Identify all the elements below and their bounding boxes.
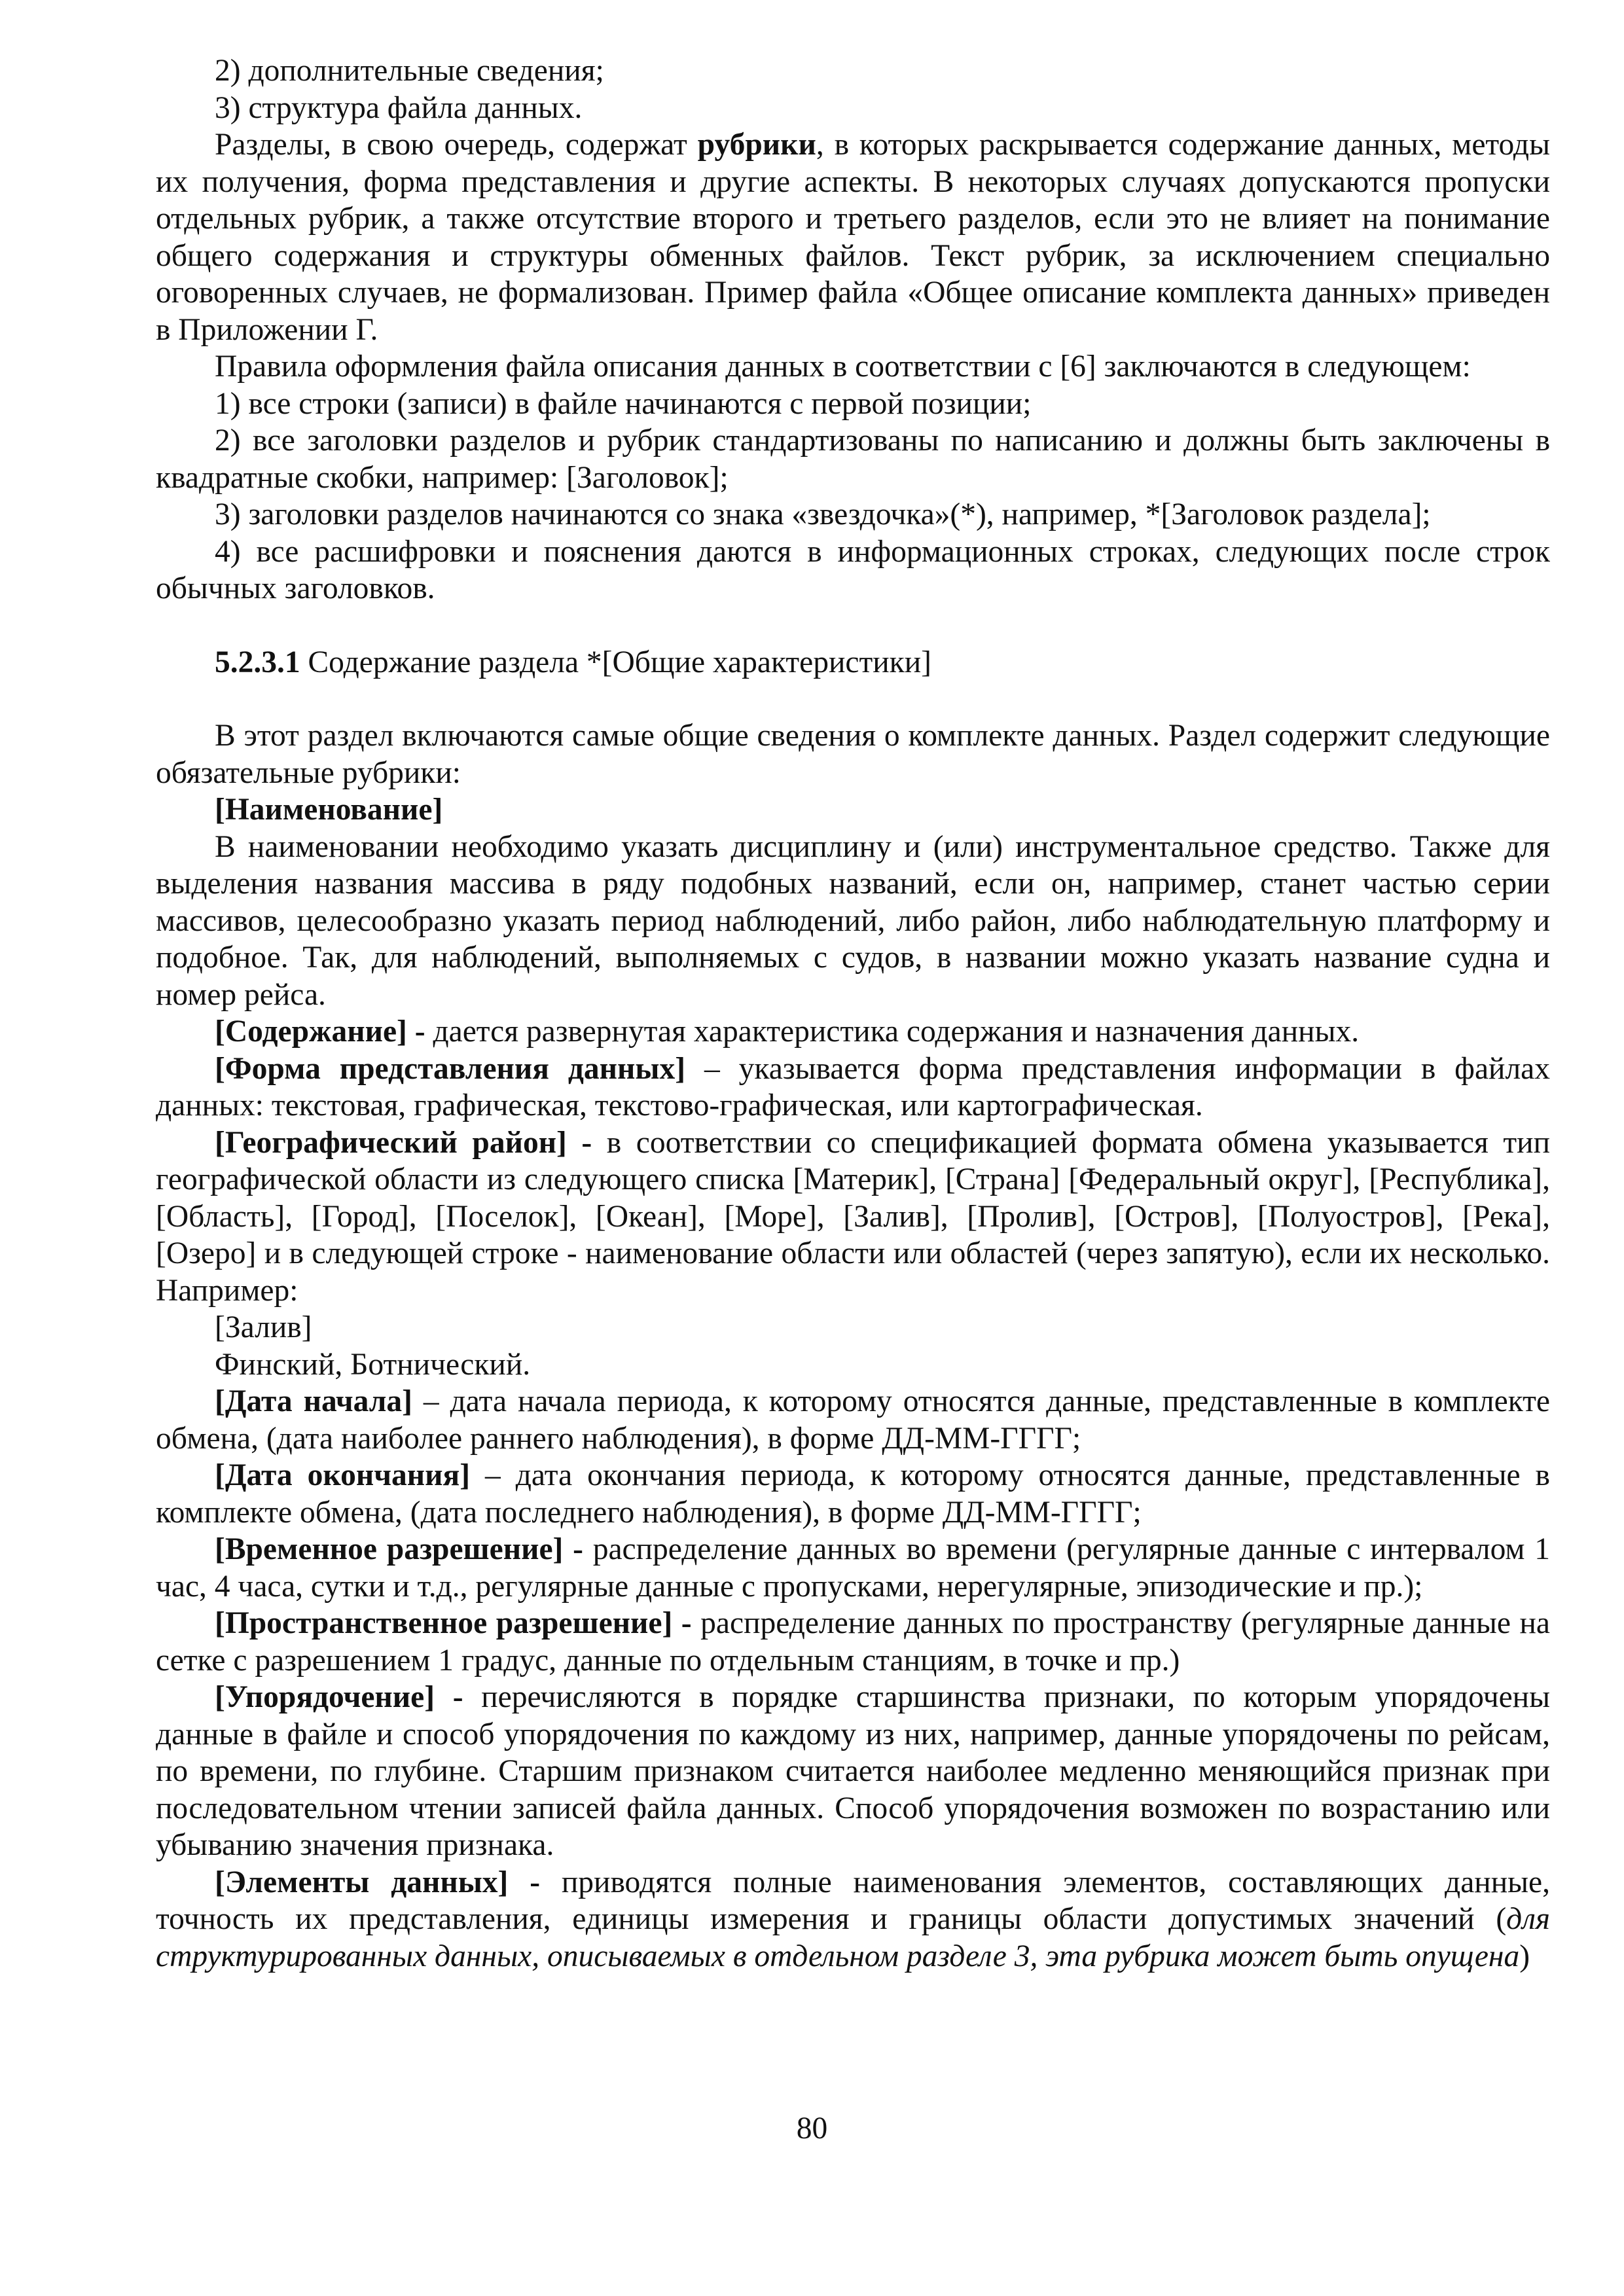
rule-item-4: 4) все расшифровки и пояснения даются в информационных строках, следующих после строк обычных заголовков. (156, 534, 1550, 605)
page-body (156, 52, 1550, 1975)
rubric-space-resolution: [Пространственное разрешение] - распределение данных по пространству (регулярные данные на сетке с разрешением 1 градус, данные по отдельным станциям, в точке и пр.) (156, 1606, 1550, 1677)
example-bay-value: Финский, Ботнический. (215, 1347, 531, 1382)
section-intro: В этот раздел включаются самые общие сведения о комплекте данных. Раздел содержит следующие обязательные рубрики: (156, 719, 1550, 790)
rubric-geo-region: [Географический район] - в соответствии со спецификацией формата обмена указывается тип географической области из следующего списка [Материк], [Страна] [Федеральный округ], [Республика], [Область], [Город], [Поселок], [Океан], [Море], [Залив], [Пролив], [Остров], [Полуостров], [Река], [Озеро] и в следующей строке - наименование области или областей (через запятую), если их несколько. Например: (156, 1125, 1550, 1308)
rule-item-1: 1) все строки (записи) в файле начинаются с первой позиции; (215, 386, 1032, 421)
rule-item-3: 3) заголовки разделов начинаются со знака «звездочка»(*), например, *[Заголовок раздела]; (215, 497, 1431, 531)
rule-item-2: 2) все заголовки разделов и рубрик стандартизованы по написанию и должны быть заключены в квадратные скобки, например: [Заголовок]; (156, 423, 1550, 495)
section-title: Содержание раздела *[Общие характеристики] (300, 645, 931, 679)
list-item-file-structure: 3) структура файла данных. (215, 90, 583, 125)
term-rubrics: рубрики (697, 128, 816, 162)
rubric-data-elements: [Элементы данных] - приводятся полные наименования элементов, составляющих данные, точность их представления, единицы измерения и границы области допустимых значений (для структурированных данных, описываемых в отдельном разделе 3, эта рубрика может быть опущена) (156, 1865, 1550, 1973)
rubric-form: [Форма представления данных] – указывается форма представления информации в файлах данных: текстовая, графическая, текстово-графическая, или картографическая. (156, 1051, 1550, 1122)
rubric-start-date: [Дата начала] – дата начала периода, к которому относятся данные, представленные в комплекте обмена, (дата наиболее раннего наблюдения), в форме ДД-ММ-ГГГГ; (156, 1384, 1550, 1456)
rubric-name-text: В наименовании необходимо указать дисциплину и (или) инструментальное средство. Также для выделения названия массива в ряду подобных названий, если он, например, станет частью серии массивов, целесообразно указать период наблюдений, либо район, либо наблюдательную платформу и подобное. Так, для наблюдений, выполняемых с судов, в названии можно указать название судна и номер рейса. (156, 829, 1550, 1012)
rubric-name-heading: [Наименование] (215, 793, 443, 827)
paragraph-rules-intro: Правила оформления файла описания данных в соответствии с [6] заключаются в следующем: (215, 350, 1471, 384)
rubric-time-resolution: [Временное разрешение] - распределение данных во времени (регулярные данные с интервалом 1 час, 4 часа, сутки и т.д., регулярные данные с пропусками, нерегулярные, эпизодические и пр.); (156, 1532, 1551, 1604)
list-item-additional-info: 2) дополнительные сведения; (215, 54, 604, 88)
paragraph-sections: Разделы, в свою очередь, содержат рубрики, в которых раскрывается содержание данных, методы их получения, форма представления и другие аспекты. В некоторых случаях допускаются пропуски отдельных рубрик, а также отсутствие второго и третьего разделов, если это не влияет на понимание общего содержания и структуры обменных файлов. Текст рубрик, за исключением специально оговоренных случаев, не формализован. Пример файла «Общее описание комплекта данных» приведен в Приложении Г. (156, 128, 1550, 347)
rubric-content: [Содержание] - дается развернутая характеристика содержания и назначения данных. (215, 1014, 1360, 1049)
example-bay-heading: [Залив] (215, 1310, 312, 1344)
rubric-ordering: [Упорядочение] - перечисляются в порядке старшинства признаки, по которым упорядочены данные в файле и способ упорядочения по каждому из них, например, данные упорядочены по рейсам, по времени, по глубине. Старшим признаком считается наиболее медленно меняющийся признак при последовательном чтении записей файла данных. Способ упорядочения возможен по возрастанию или убыванию значения признака. (156, 1680, 1551, 1862)
section-heading (156, 644, 1550, 681)
page-number: 80 (796, 2111, 828, 2145)
rubric-end-date: [Дата окончания] – дата окончания периода, к которому относятся данные, представленные в комплекте обмена, (дата последнего наблюдения), в форме ДД-ММ-ГГГГ; (156, 1458, 1550, 1530)
section-number: 5.2.3.1 (215, 645, 300, 679)
